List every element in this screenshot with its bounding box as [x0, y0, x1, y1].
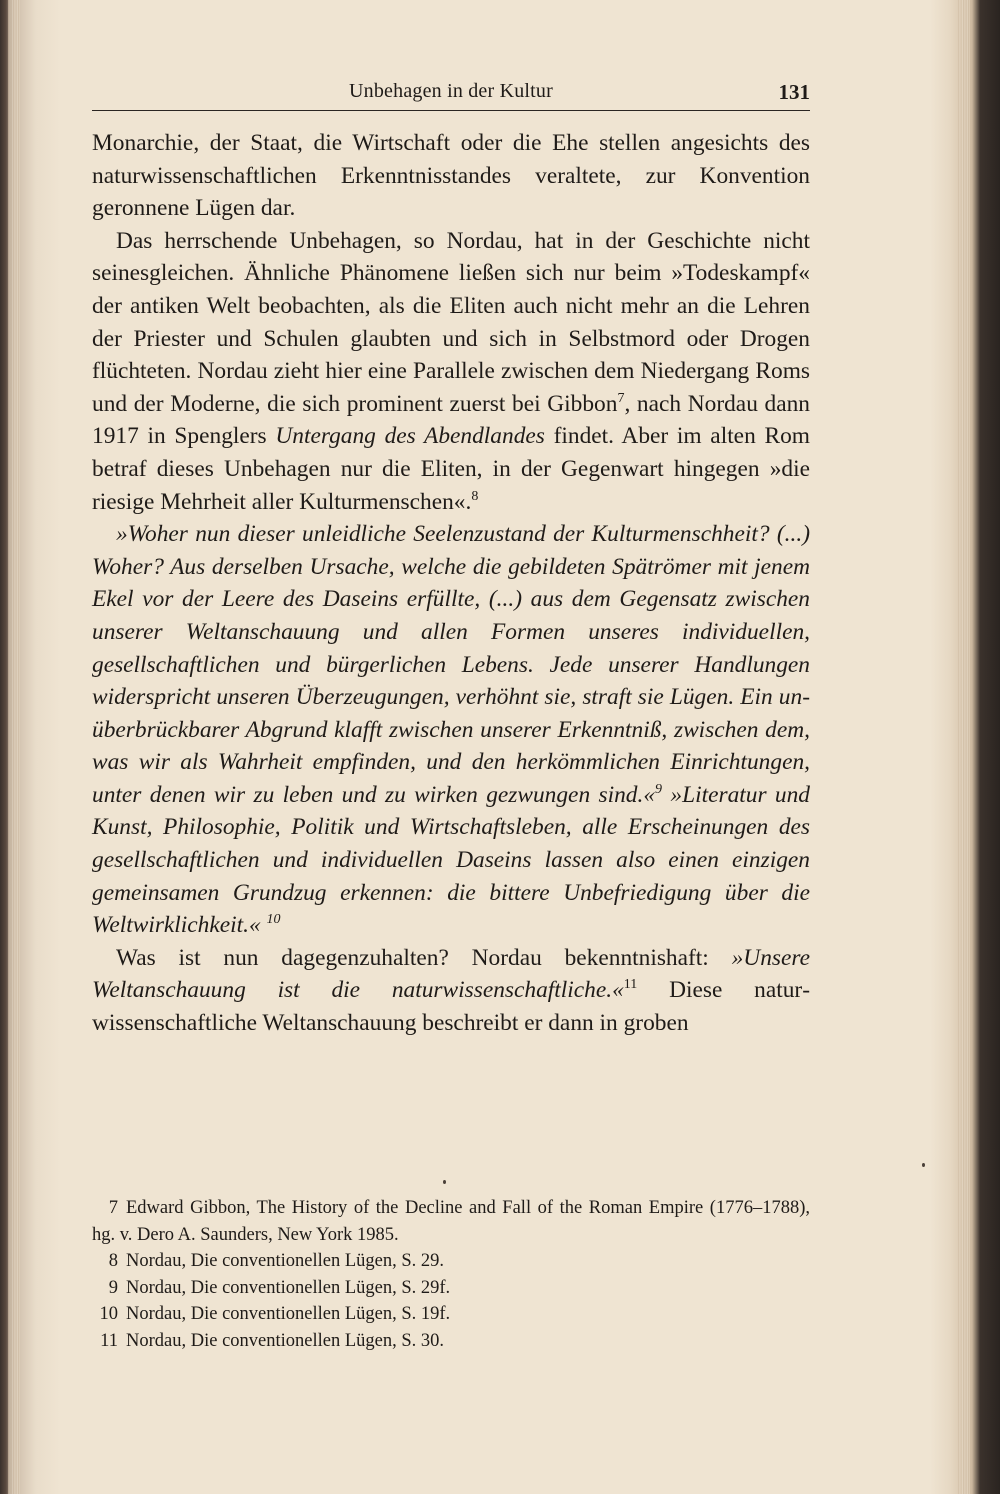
footnote-ref-10[interactable]: 10: [266, 912, 281, 928]
block-quote: [92, 518, 810, 942]
paragraph-3-part-b: Diese naturwissenschaftliche Weltanschauung beschreibt er dann in groben: [92, 977, 810, 1037]
footnote-ref-8[interactable]: 8: [471, 488, 479, 504]
running-header: [92, 78, 810, 111]
footnote-10: [92, 1301, 810, 1328]
footnote-number: 7: [108, 1198, 118, 1218]
paragraph-3-part-a: Was ist nun dagegenzuhalten? Nordau bekenntnishaft:: [116, 944, 732, 971]
body-text: [92, 127, 810, 1040]
footnote-text: Nordau, Die conventionellen Lügen, S. 30.: [126, 1330, 445, 1351]
paragraph-3-quote: »Unsere Weltanschauung ist die naturwissenschaftliche.«: [92, 944, 810, 1004]
quote-part-a: »Woher nun dieser unleidliche Seelenzustand der Kulturmenschheit? (...) Woher? Aus derselben Ursache, welche die gebildeten Spätrömer mit jenem Ekel vor der Leere des Daseins erfüllte, (...) aus dem Gegensatz zwischen unserer Weltanschauung und allen Formen unseres individuellen, gesellschaftlichen und bürgerlichen Lebens. Jede unserer Handlungen widerspricht unseren Überzeugungen, verhöhnt sie, straft sie Lügen. Ein unüberbrückbarer Abgrund klafft zwischen unserer Erkenntniß, zwischen dem, was wir als Wahrheit empfinden, und den herkömmlichen Einrichtungen, unter denen wir zu leben und zu wirken gezwungen sind.«: [92, 521, 810, 808]
footnote-number: 10: [99, 1304, 118, 1324]
page-number: 131: [778, 80, 810, 104]
paragraph-2-part-a: Das herrschende Unbehagen, so Nordau, hat in der Geschichte nicht seinesgleichen. Ähnliche Phänomene ließen sich nur beim »Todeskampf« der antiken Welt beobachten, als die Eliten auch nicht mehr an die Lehren der Priester und Schulen glaubten und sich in Selbstmord oder Drogen flüchteten. Nordau zieht hier eine Parallele zwischen dem Niedergang Roms und der Moderne, die sich prominent zuerst bei Gibbon: [92, 227, 810, 417]
footnote-9: [92, 1275, 810, 1302]
scan-speck: [443, 1180, 446, 1184]
footnote-ref-7[interactable]: 7: [617, 390, 625, 406]
paragraph-2-part-b: , nach Nordau dann 1917 in Spenglers: [92, 390, 811, 450]
footnote-text: Nordau, Die conventionellen Lügen, S. 29f.: [126, 1277, 451, 1298]
footnote-number: 9: [108, 1277, 118, 1298]
paragraph-2: [92, 225, 810, 518]
footnote-ref-9[interactable]: 9: [655, 782, 663, 798]
paragraph-3: [92, 942, 810, 1040]
footnote-7: [92, 1195, 810, 1248]
footnote-ref-11[interactable]: 11: [623, 977, 638, 993]
footnote-number: 8: [108, 1251, 118, 1271]
paragraph-1: Monarchie, der Staat, die Wirtschaft oder die Ehe stellen angesichts des naturwissenschaftlichen Erkenntnisstandes veraltete, zur Konvention geronnene Lügen dar.: [92, 130, 810, 222]
paragraph-2-part-c: findet. Aber im alten Rom betraf dieses Unbehagen nur die Eliten, in der Gegenwart hingegen »die riesige Mehrheit aller Kulturmenschen«.: [92, 423, 810, 515]
quote-part-b: »Literatur und Kunst, Philosophie, Politik und Wirtschaftsleben, alle Erscheinungen des gesellschaftlichen und individuellen Daseins lassen also einen einzigen gemeinsamen Grundzug erkennen: die bittere Unbefriedigung über die Weltwirklichkeit.«: [92, 781, 810, 939]
footnote-number: 11: [100, 1330, 118, 1351]
book-title-untergang: Untergang des Abendlandes: [275, 423, 545, 450]
footnotes: [92, 1195, 810, 1354]
footnote-11: [92, 1328, 810, 1355]
footnote-text: Nordau, Die conventionellen Lügen, S. 29.: [126, 1251, 445, 1271]
footnote-text: Edward Gibbon, The History of the Decline and Fall of the Roman Empire (1776–1788), hg. v. Dero A. Saunders, New York 1985.: [92, 1198, 810, 1245]
scan-speck: [922, 1163, 925, 1167]
footnote-text: Nordau, Die conventionellen Lügen, S. 19f.: [126, 1304, 451, 1324]
footnote-8: [92, 1248, 810, 1275]
running-title: Unbehagen in der Kultur: [349, 80, 553, 102]
